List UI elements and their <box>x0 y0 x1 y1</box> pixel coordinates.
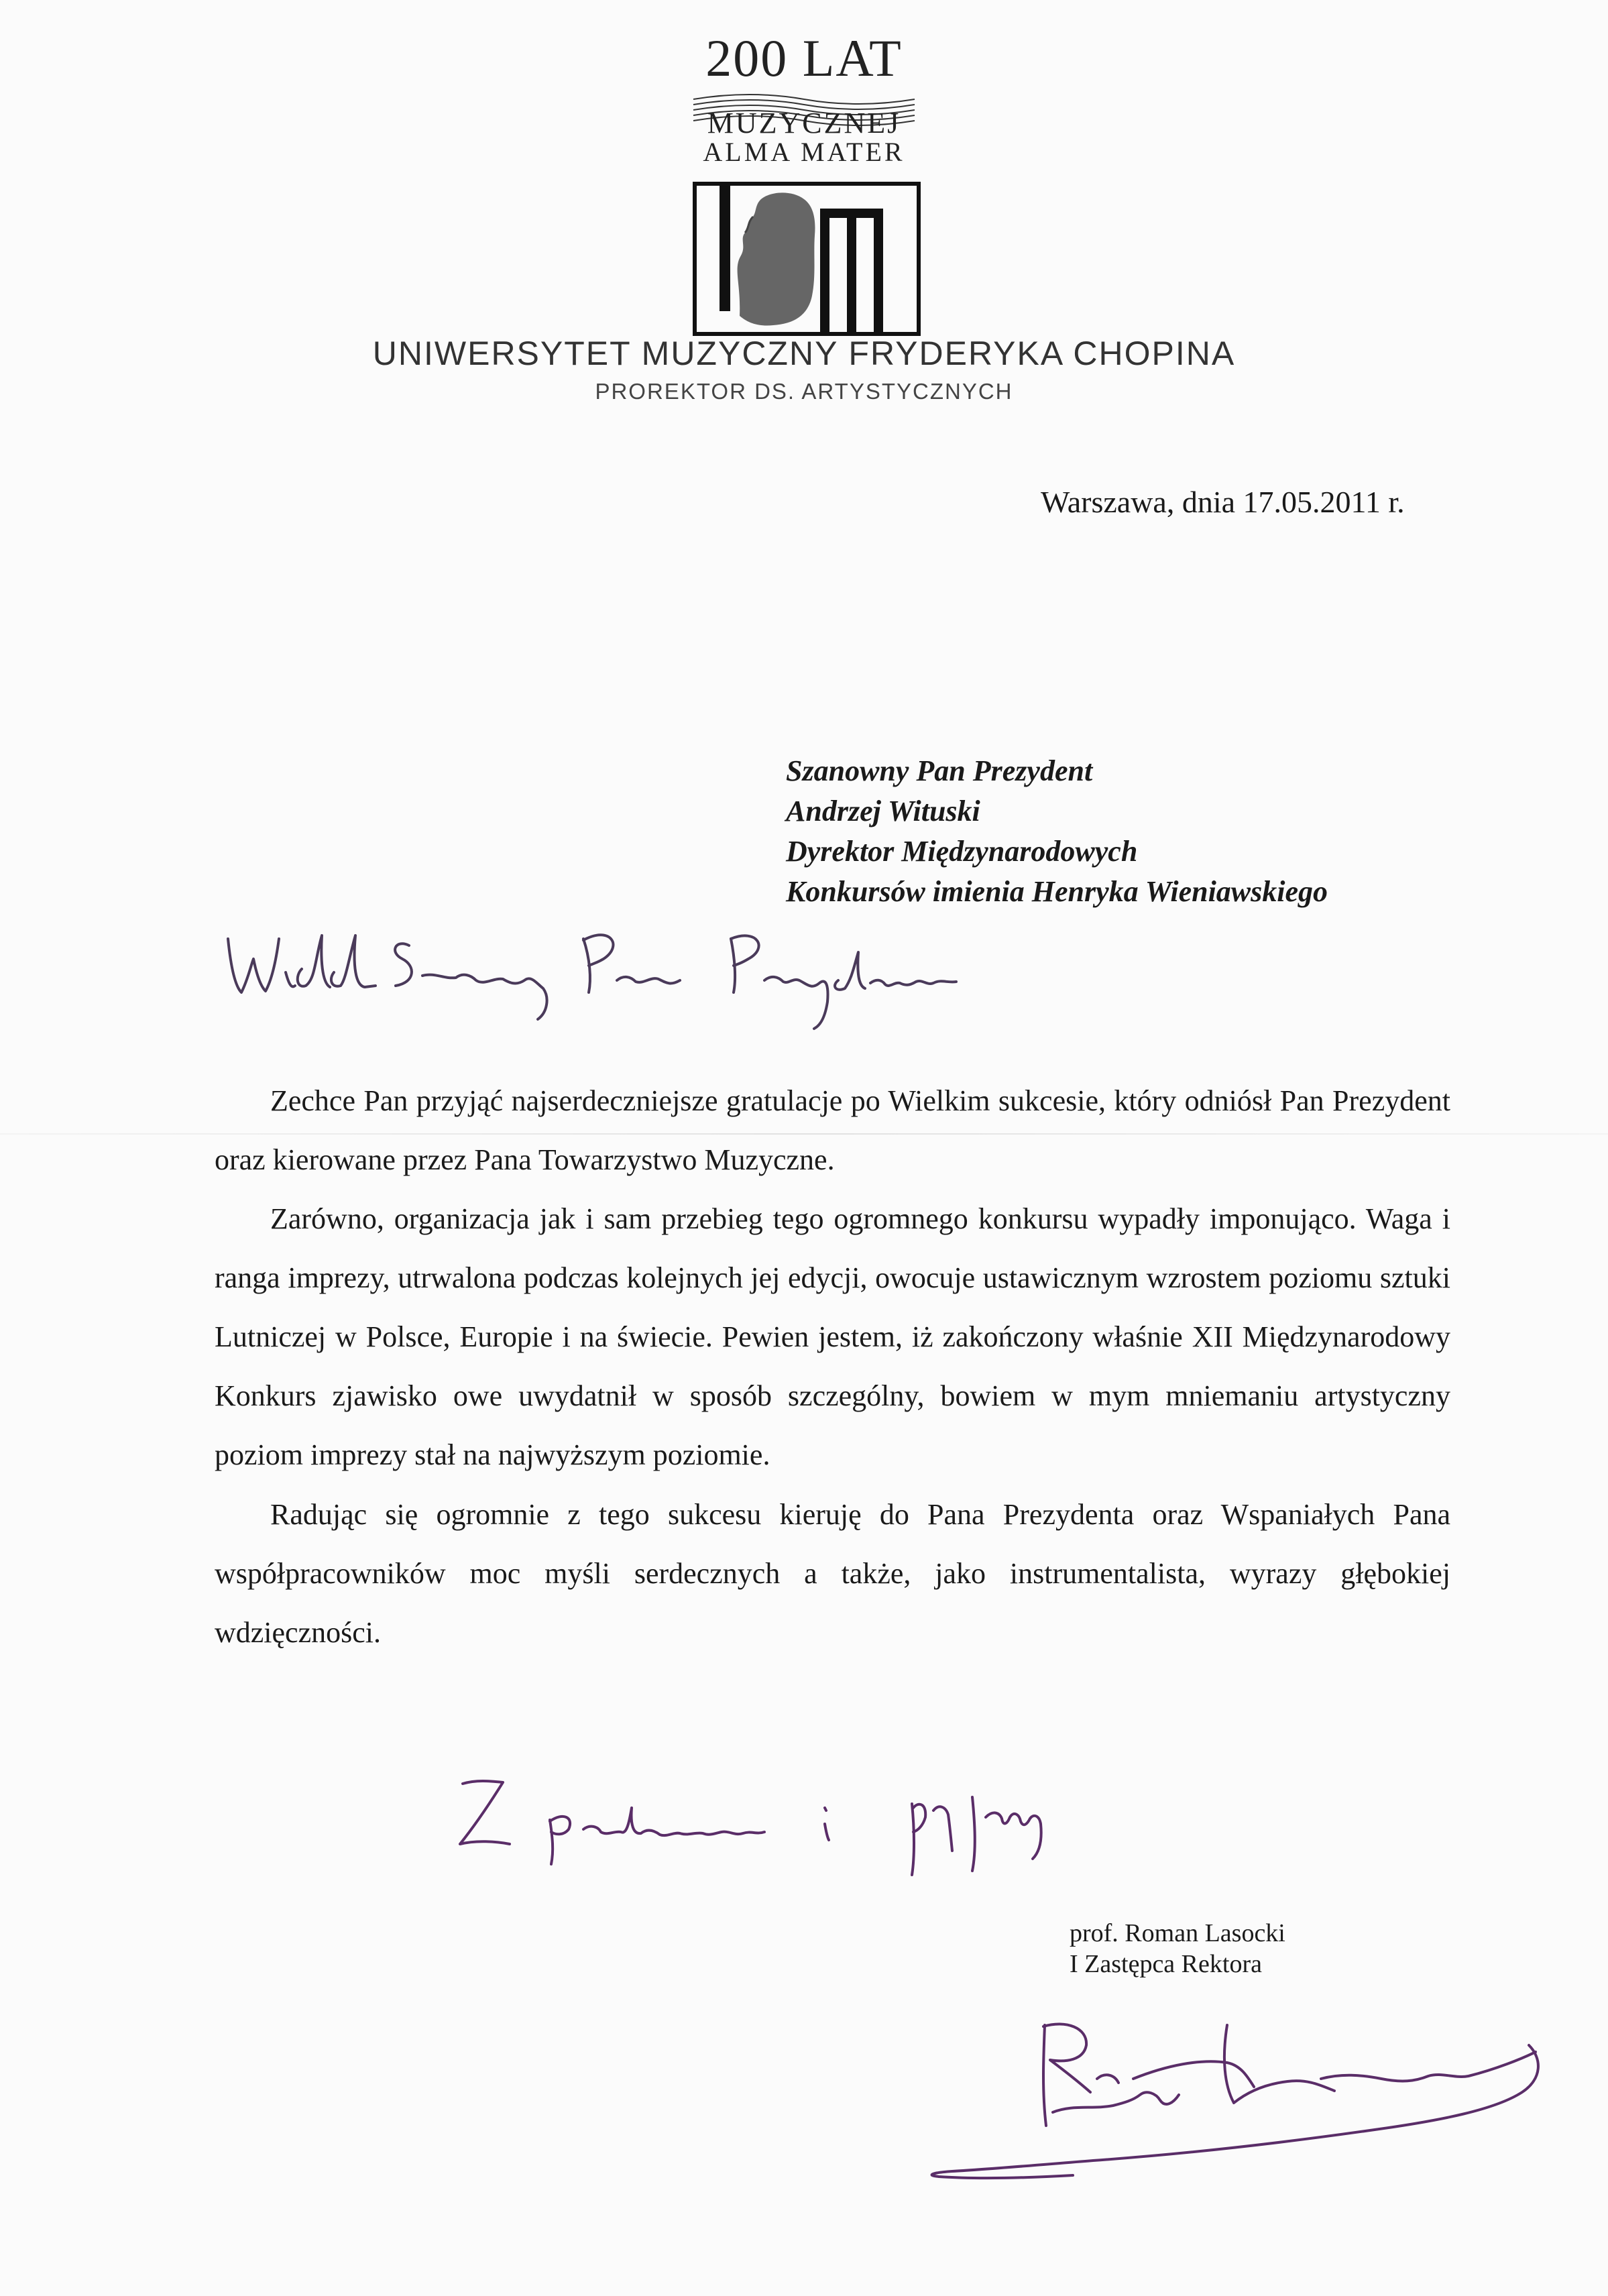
signatory-title: I Zastępca Rektora <box>1070 1950 1262 1978</box>
handwritten-salutation <box>221 919 1013 1039</box>
recipient-address <box>786 751 1328 912</box>
signatory-name: prof. Roman Lasocki <box>1070 1919 1285 1947</box>
anniversary-line3: ALMA MATER <box>703 137 905 167</box>
recipient-line: Szanowny Pan Prezydent <box>786 754 1093 787</box>
office-name: PROREKTOR DS. ARTYSTYCZNYCH <box>595 379 1013 404</box>
handwritten-closing <box>449 1770 1187 1878</box>
anniversary-line2: MUZYCZNEJ <box>707 107 901 139</box>
anniversary-text: 200 LAT <box>705 29 903 87</box>
paragraph: Zechce Pan przyjąć najserdeczniejsze gratulacje po Wielkim sukcesie, który odniósł Pan Prezydent oraz kierowane przez Pana Towarzystwo Muzyczne. <box>215 1084 1450 1176</box>
recipient-line: Dyrektor Międzynarodowych <box>786 835 1138 868</box>
recipient-line: Andrzej Wituski <box>786 795 980 827</box>
anniversary-logo <box>0 29 1608 167</box>
paragraph: Radując się ogromnie z tego sukcesu kieruję do Pana Prezydenta oraz Wspaniałych Pana współpracowników moc myśli serdecznych a także, jako instrumentalista, wyrazy głębokiej wdzięczności. <box>215 1498 1450 1649</box>
paragraph: Zarówno, organizacja jak i sam przebieg tego ogromnego konkursu wypadły imponująco. Waga i ranga imprezy, utrwalona podczas kolejnych jej edycji, owocuje ustawicznym wzrostem poziomu sztuki Lutniczej w Polsce, Europie i na świecie. Pewien jestem, iż zakończony właśnie XII Międzynarodowy Konkurs zjawisko owe uwydatnił w sposób szczególny, bowiem w mym mniemaniu artystyczny poziom imprezy stał na najwyższym poziomie. <box>215 1202 1450 1471</box>
recipient-line: Konkursów imienia Henryka Wieniawskiego <box>786 875 1328 908</box>
letter-date: Warszawa, dnia 17.05.2011 r. <box>1041 485 1405 519</box>
university-emblem-icon <box>693 182 921 336</box>
university-name: UNIWERSYTET MUZYCZNY FRYDERYKA CHOPINA <box>372 335 1236 372</box>
signature-icon <box>852 1945 1576 2186</box>
